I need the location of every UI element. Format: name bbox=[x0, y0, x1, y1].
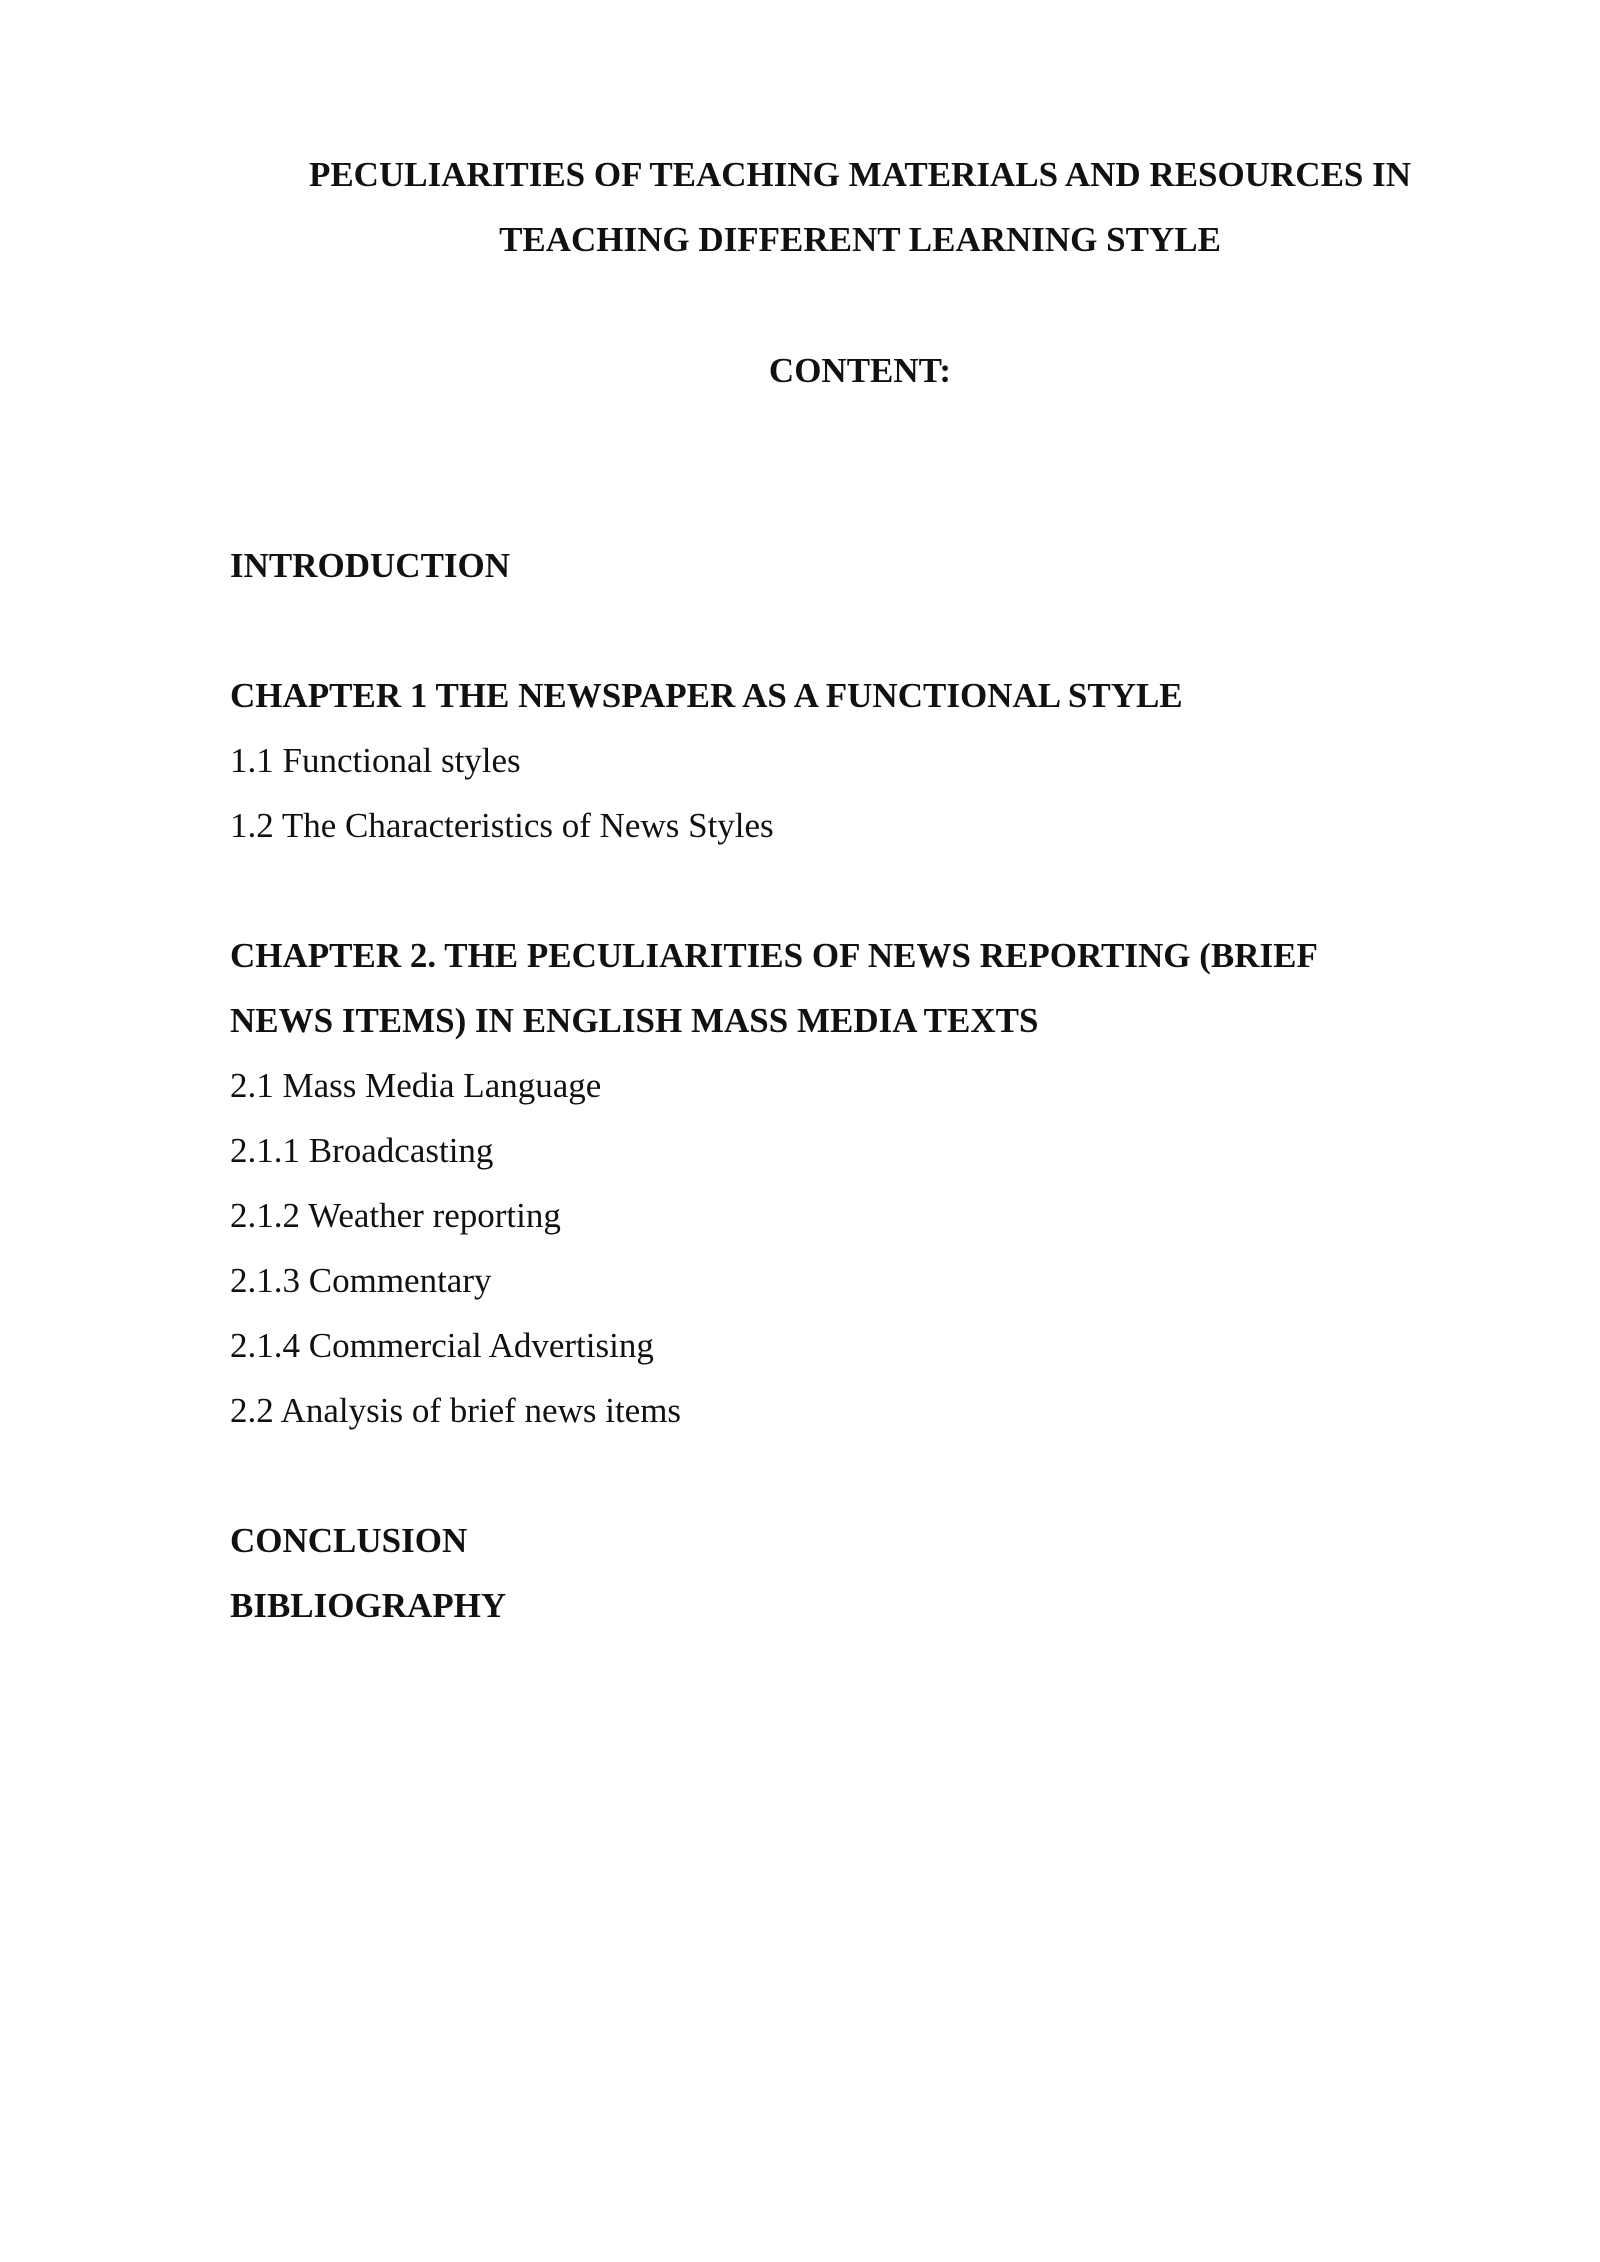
toc-item-2-2: 2.2 Analysis of brief news items bbox=[230, 1391, 682, 1430]
content-heading: CONTENT: bbox=[768, 351, 952, 390]
title-line-2: TEACHING DIFFERENT LEARNING STYLE bbox=[499, 220, 1221, 259]
toc-bibliography: BIBLIOGRAPHY bbox=[230, 1586, 507, 1625]
toc-introduction: INTRODUCTION bbox=[230, 546, 511, 585]
toc-conclusion: CONCLUSION bbox=[230, 1521, 468, 1560]
table-of-contents bbox=[230, 533, 1490, 1638]
toc-chapter-1-heading: CHAPTER 1 THE NEWSPAPER AS A FUNCTIONAL STYLE bbox=[230, 676, 1183, 715]
title-line-1: PECULIARITIES OF TEACHING MATERIALS AND RESOURCES IN bbox=[308, 155, 1412, 194]
toc-item-1-1: 1.1 Functional styles bbox=[230, 741, 521, 780]
toc-chapter-2-heading-line-1: CHAPTER 2. THE PECULIARITIES OF NEWS REPORTING (BRIEF bbox=[230, 936, 1318, 975]
toc-item-2-1-4: 2.1.4 Commercial Advertising bbox=[230, 1326, 654, 1365]
toc-item-2-1-3: 2.1.3 Commentary bbox=[230, 1261, 492, 1300]
toc-item-2-1-2: 2.1.2 Weather reporting bbox=[230, 1196, 561, 1235]
toc-chapter-2-heading-line-2: NEWS ITEMS) IN ENGLISH MASS MEDIA TEXTS bbox=[230, 1001, 1039, 1040]
toc-item-1-2: 1.2 The Characteristics of News Styles bbox=[230, 806, 774, 845]
toc-item-2-1-1: 2.1.1 Broadcasting bbox=[230, 1131, 494, 1170]
document-title bbox=[230, 142, 1490, 272]
toc-item-2-1: 2.1 Mass Media Language bbox=[230, 1066, 602, 1105]
